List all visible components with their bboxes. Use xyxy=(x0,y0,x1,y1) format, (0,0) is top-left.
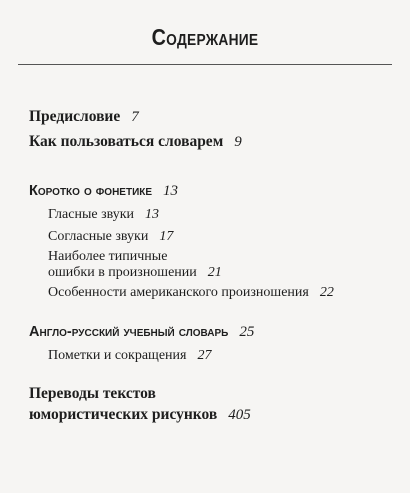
toc-entry-how-to-use[interactable] xyxy=(29,133,242,151)
toc-page-number: 7 xyxy=(131,109,139,125)
toc-page-number: 27 xyxy=(197,348,212,363)
page-title: Содержание xyxy=(151,24,259,50)
toc-entry-label: Коротко о фонетике xyxy=(29,183,153,199)
toc-page-number: 13 xyxy=(145,207,160,222)
toc-section-phonetics[interactable] xyxy=(29,183,178,200)
toc-page-number: 25 xyxy=(239,324,255,340)
toc-entry-label-line1: Переводы текстов xyxy=(29,385,156,402)
toc-entry-label: Согласные звуки xyxy=(48,229,149,244)
toc-entry-consonants[interactable] xyxy=(48,229,173,245)
toc-section-dictionary[interactable] xyxy=(29,324,254,341)
toc-page-number: 405 xyxy=(228,407,251,423)
toc-page-number: 9 xyxy=(234,134,242,150)
toc-entry-label: Особенности американского произношения xyxy=(48,285,309,300)
toc-page-number: 21 xyxy=(207,265,222,280)
toc-entry-label: Предисловие xyxy=(29,108,121,125)
toc-entry-american-pronunciation[interactable] xyxy=(48,285,334,301)
toc-page-number: 17 xyxy=(159,229,174,244)
toc-entry-typical-errors[interactable] xyxy=(48,249,222,281)
toc-page-number: 22 xyxy=(319,285,334,300)
title-divider xyxy=(18,64,392,65)
toc-entry-label: Пометки и сокращения xyxy=(48,348,187,363)
toc-entry-abbreviations[interactable] xyxy=(48,348,211,364)
toc-entry-vowels[interactable] xyxy=(48,207,159,223)
toc-entry-label-line2: юмористических рисунков xyxy=(29,406,218,423)
toc-entry-label-line2: ошибки в произношении xyxy=(48,265,197,280)
toc-page-number: 13 xyxy=(163,183,179,199)
toc-entry-label: Англо-русский учебный словарь xyxy=(29,324,229,340)
toc-entry-cartoon-translations[interactable] xyxy=(29,383,251,426)
toc-entry-preface[interactable] xyxy=(29,108,139,126)
toc-entry-label: Гласные звуки xyxy=(48,207,135,222)
toc-entry-label-line1: Наиболее типичные xyxy=(48,249,168,264)
toc-entry-label: Как пользоваться словарем xyxy=(29,133,224,150)
